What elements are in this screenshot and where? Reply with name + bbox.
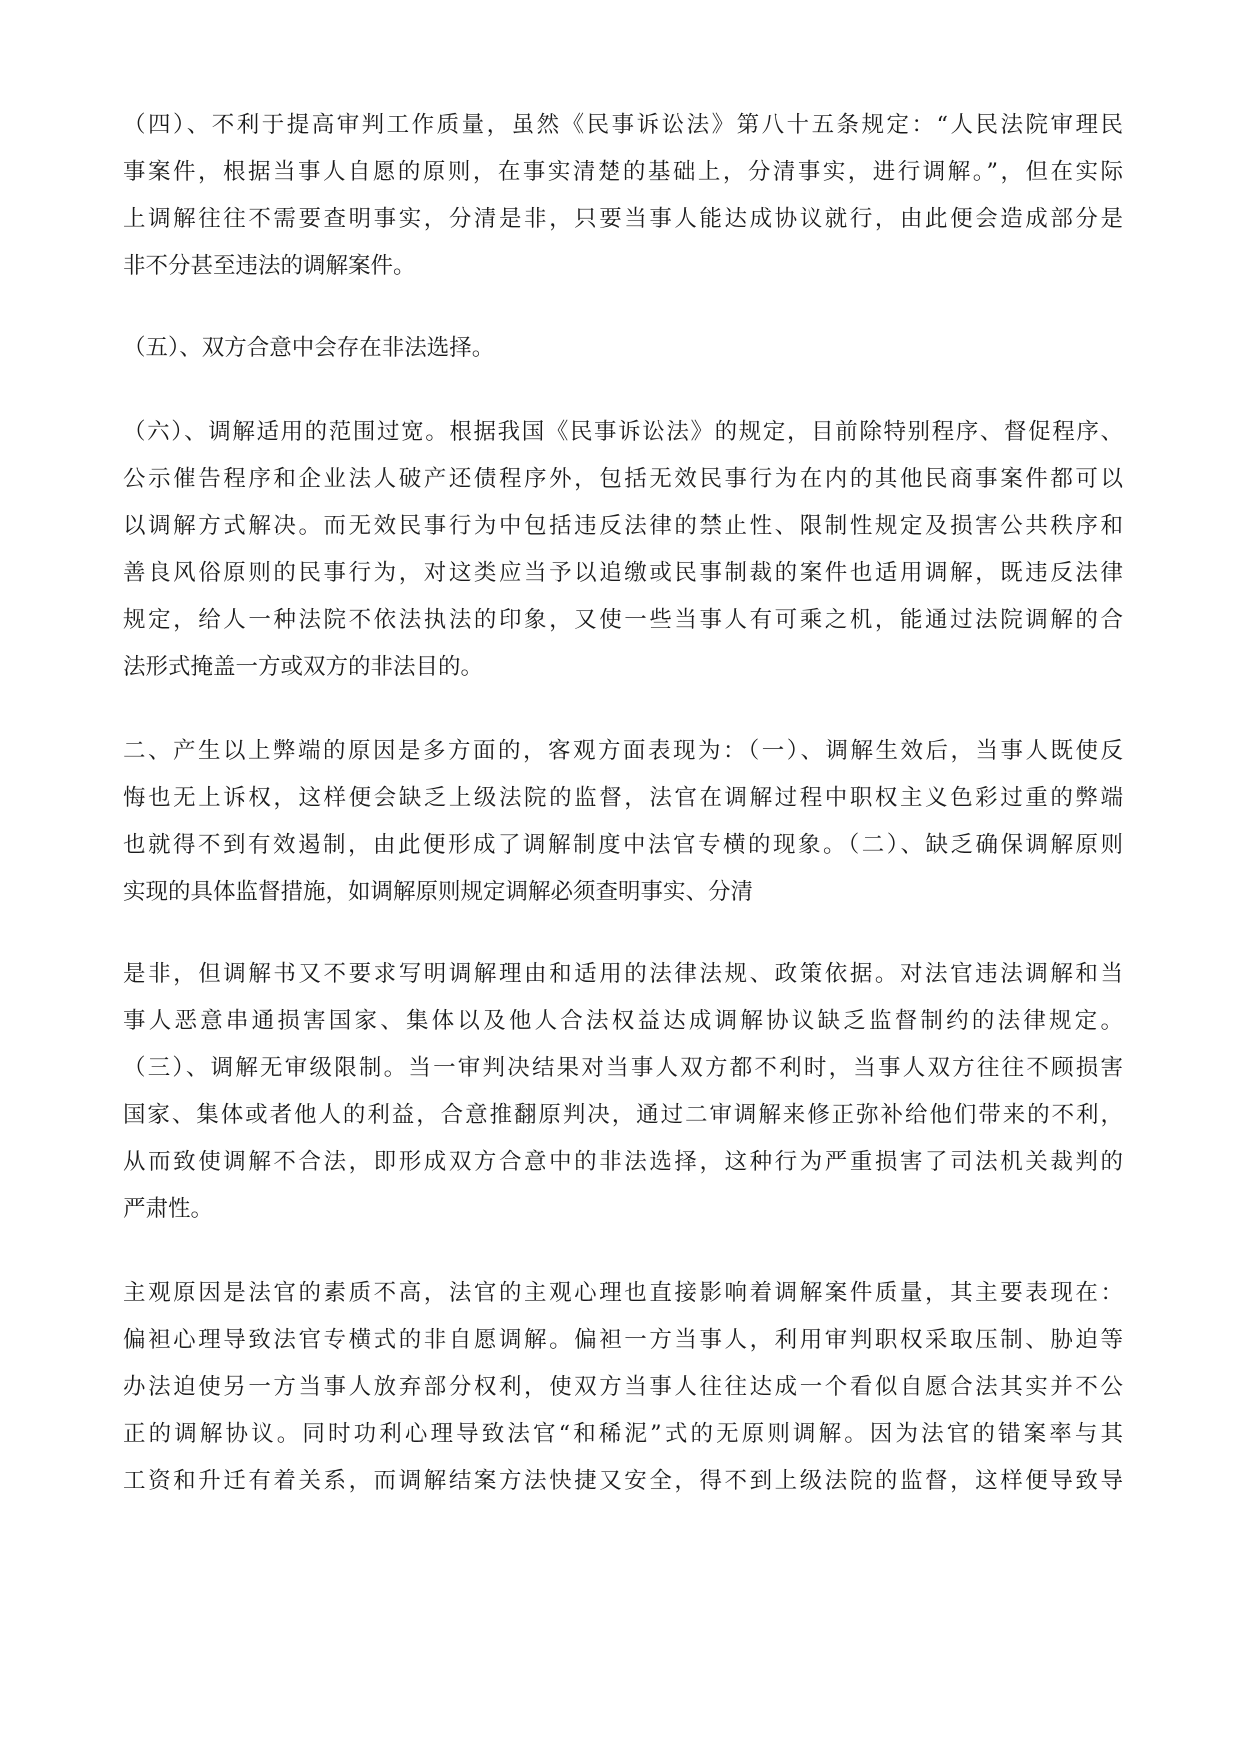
paragraph-6-line-2: 公示催告程序和企业法人破产还债程序外，包括无效民事行为在内的其他民商事案件都可以	[123, 466, 1123, 492]
continuation-line-2: 事人恶意串通损害国家、集体以及他人合法权益达成调解协议缺乏监督制约的法律规定。	[123, 1008, 1123, 1034]
paragraph-6-line-4: 善良风俗原则的民事行为，对这类应当予以追缴或民事制裁的案件也适用调解，既违反法律	[123, 560, 1123, 586]
paragraph-4-line-1: （四）、不利于提高审判工作质量，虽然《民事诉讼法》第八十五条规定：“人民法院审理民	[123, 112, 1123, 138]
continuation-line-1: 是非，但调解书又不要求写明调解理由和适用的法律法规、政策依据。对法官违法调解和当	[123, 961, 1123, 987]
continuation-line-3: （三）、调解无审级限制。当一审判决结果对当事人双方都不利时，当事人双方往往不顾损害	[123, 1055, 1123, 1081]
paragraph-6-line-3: 以调解方式解决。而无效民事行为中包括违反法律的禁止性、限制性规定及损害公共秩序和	[123, 513, 1123, 539]
paragraph-6-line-5: 规定，给人一种法院不依法执法的印象，又使一些当事人有可乘之机，能通过法院调解的合	[123, 607, 1123, 633]
subjective-cause-line-1: 主观原因是法官的素质不高，法官的主观心理也直接影响着调解案件质量，其主要表现在：	[123, 1280, 1123, 1306]
subjective-cause-line-2: 偏袒心理导致法官专横式的非自愿调解。偏袒一方当事人，利用审判职权采取压制、胁迫等	[123, 1327, 1123, 1353]
subjective-cause-line-5: 工资和升迁有着关系，而调解结案方法快捷又安全，得不到上级法院的监督，这样便导致导	[123, 1468, 1123, 1494]
continuation-line-5: 从而致使调解不合法，即形成双方合意中的非法选择，这种行为严重损害了司法机关裁判的	[123, 1149, 1123, 1175]
paragraph-4-line-4: 非不分甚至违法的调解案件。	[123, 253, 416, 279]
continuation-line-6: 严肃性。	[123, 1196, 214, 1222]
continuation-line-4: 国家、集体或者他人的利益，合意推翻原判决，通过二审调解来修正弥补给他们带来的不利，	[123, 1102, 1123, 1128]
section-2-line-4: 实现的具体监督措施，如调解原则规定调解必须查明事实、分清	[123, 879, 754, 905]
subjective-cause-line-4: 正的调解协议。同时功利心理导致法官“和稀泥”式的无原则调解。因为法官的错案率与其	[123, 1421, 1123, 1447]
paragraph-4-line-2: 事案件，根据当事人自愿的原则，在事实清楚的基础上，分清事实，进行调解。”，但在实际	[123, 159, 1123, 185]
subjective-cause-line-3: 办法迫使另一方当事人放弃部分权利，使双方当事人往往达成一个看似自愿合法其实并不公	[123, 1374, 1123, 1400]
section-2-line-3: 也就得不到有效遏制，由此便形成了调解制度中法官专横的现象。（二）、缺乏确保调解原则	[123, 832, 1123, 858]
paragraph-6-line-6: 法形式掩盖一方或双方的非法目的。	[123, 654, 484, 680]
paragraph-5-line-1: （五）、双方合意中会存在非法选择。	[123, 335, 495, 361]
paragraph-6-line-1: （六）、调解适用的范围过宽。根据我国《民事诉讼法》的规定，目前除特别程序、督促程序、	[123, 419, 1123, 445]
section-2-line-2: 悔也无上诉权，这样便会缺乏上级法院的监督，法官在调解过程中职权主义色彩过重的弊端	[123, 785, 1123, 811]
section-2-line-1: 二、产生以上弊端的原因是多方面的，客观方面表现为：（一）、调解生效后，当事人既使反	[123, 738, 1123, 764]
paragraph-4-line-3: 上调解往往不需要查明事实，分清是非，只要当事人能达成协议就行，由此便会造成部分是	[123, 206, 1123, 232]
